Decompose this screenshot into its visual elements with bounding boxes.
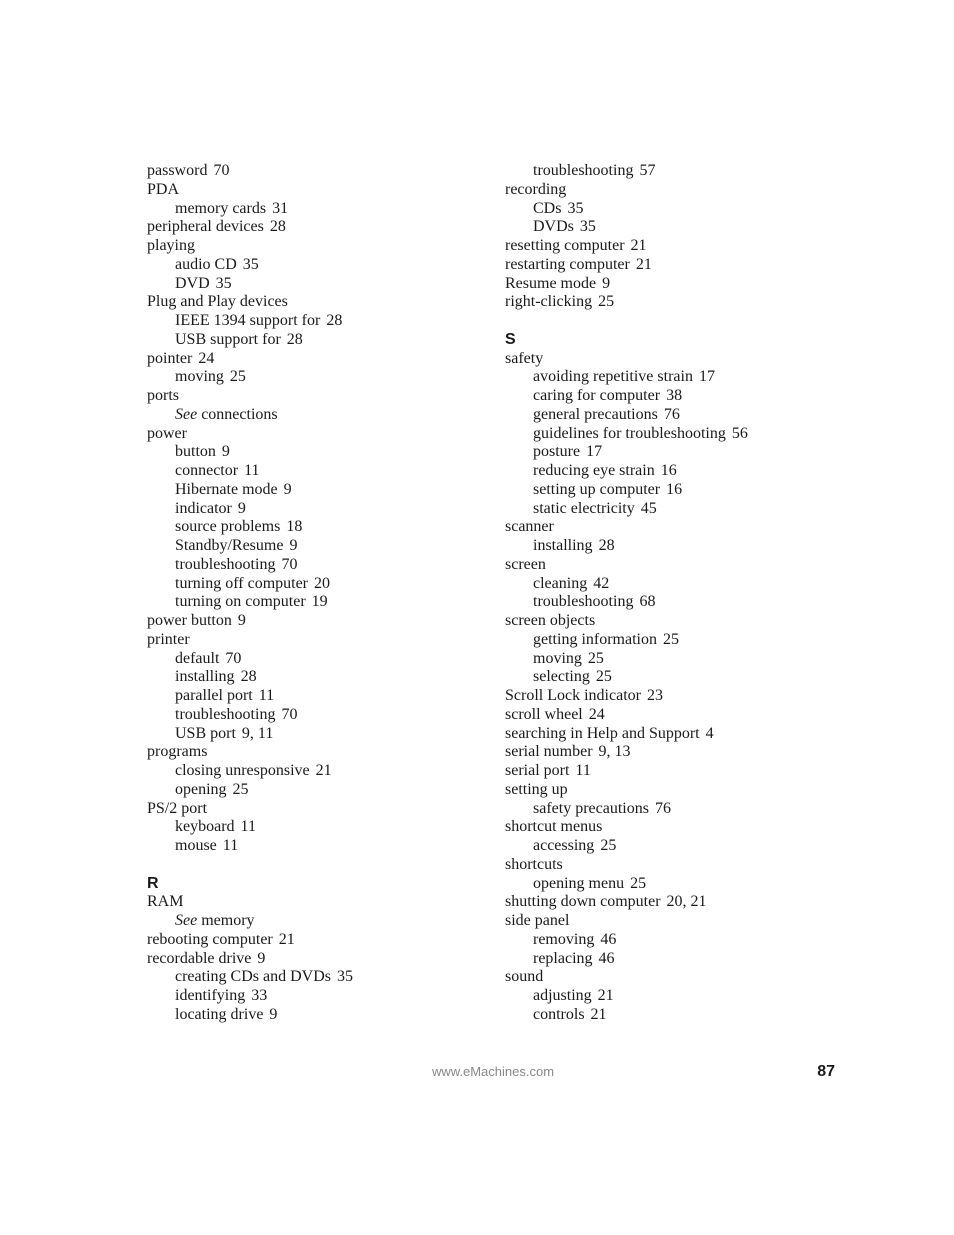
index-term: identifying xyxy=(175,987,246,1004)
index-entry xyxy=(505,518,835,537)
index-entry xyxy=(505,256,835,275)
index-term: shortcut menus xyxy=(505,818,603,836)
index-term: accessing xyxy=(533,837,595,854)
page-reference: 31 xyxy=(272,199,289,217)
index-subentry xyxy=(147,818,487,837)
page-reference: 28 xyxy=(240,668,257,686)
page-reference: 21 xyxy=(590,1005,607,1023)
index-subentry xyxy=(505,162,835,181)
index-term: resetting computer xyxy=(505,237,625,254)
index-subentry xyxy=(505,368,835,387)
index-entry xyxy=(505,968,835,987)
index-subentry xyxy=(147,1006,487,1025)
index-term: guidelines for troubleshooting xyxy=(533,424,726,442)
page-reference: 11 xyxy=(258,687,275,704)
index-subentry xyxy=(505,593,835,612)
index-entry xyxy=(147,387,487,406)
index-term: setting up computer xyxy=(533,480,661,498)
page-reference: 9 xyxy=(237,612,246,629)
index-entry xyxy=(505,275,835,294)
index-entry xyxy=(505,556,835,575)
page-reference: 11 xyxy=(244,462,260,479)
index-term: source problems xyxy=(175,518,281,536)
index-subentry xyxy=(505,500,835,519)
index-term: troubleshooting xyxy=(533,593,634,611)
index-term: USB port xyxy=(175,724,236,742)
index-term: programs xyxy=(147,743,208,761)
index-term: static electricity xyxy=(533,499,635,517)
page-reference: 38 xyxy=(666,387,683,404)
index-term: selecting xyxy=(533,668,590,686)
see-reference: See xyxy=(175,405,198,423)
index-subentry xyxy=(147,443,487,462)
page-reference: 28 xyxy=(286,330,303,348)
index-term: right-clicking xyxy=(505,293,593,311)
index-subentry xyxy=(505,200,835,219)
index-term: mouse xyxy=(175,837,217,854)
index-subentry xyxy=(505,387,835,406)
page-reference: 25 xyxy=(595,668,612,686)
index-term: searching in Help and Support xyxy=(505,724,700,742)
index-term: controls xyxy=(533,1005,585,1023)
section-gap xyxy=(147,856,487,875)
index-term: Plug and Play devices xyxy=(147,293,288,311)
index-subentry xyxy=(147,912,487,931)
index-subentry xyxy=(505,837,835,856)
index-term: safety precautions xyxy=(533,799,649,817)
index-term: serial port xyxy=(505,762,570,779)
page-reference: 70 xyxy=(281,705,298,723)
page-reference: 68 xyxy=(639,593,656,611)
index-term: connections xyxy=(201,405,278,423)
page-reference: 25 xyxy=(630,874,647,892)
index-term: CDs xyxy=(533,199,562,217)
index-subentry xyxy=(505,406,835,425)
page-reference: 9 xyxy=(237,499,246,517)
index-entry xyxy=(505,743,835,762)
page-reference: 28 xyxy=(598,537,615,554)
index-term: general precautions xyxy=(533,405,658,423)
index-entry xyxy=(505,856,835,875)
page-reference: 46 xyxy=(600,930,617,948)
index-entry xyxy=(505,350,835,369)
index-entry xyxy=(505,612,835,631)
page-reference: 46 xyxy=(598,949,615,967)
index-subentry xyxy=(147,781,487,800)
index-term: caring for computer xyxy=(533,387,661,404)
index-term: DVD xyxy=(175,274,210,292)
page-reference: 20, 21 xyxy=(666,893,707,911)
section-letter: S xyxy=(505,330,516,348)
index-term: memory cards xyxy=(175,199,267,217)
index-term: getting information xyxy=(533,630,657,648)
index-subentry xyxy=(147,312,487,331)
index-subentry xyxy=(505,931,835,950)
index-term: password xyxy=(147,162,208,179)
page-reference: 25 xyxy=(600,837,617,854)
index-term: power xyxy=(147,424,187,442)
page-reference: 76 xyxy=(654,799,671,817)
page-reference: 35 xyxy=(336,968,353,986)
page-reference: 16 xyxy=(660,462,677,479)
index-entry xyxy=(147,743,487,762)
page-reference: 33 xyxy=(251,987,268,1004)
index-term: RAM xyxy=(147,893,184,911)
index-term: turning on computer xyxy=(175,593,306,611)
index-term: recordable drive xyxy=(147,949,252,967)
index-term: turning off computer xyxy=(175,574,309,592)
section-letter: R xyxy=(147,874,159,892)
index-subentry xyxy=(147,987,487,1006)
index-term: scanner xyxy=(505,518,554,536)
index-term: reducing eye strain xyxy=(533,462,655,479)
page-reference: 25 xyxy=(232,780,249,798)
index-subentry xyxy=(147,462,487,481)
index-term: PDA xyxy=(147,180,180,198)
section-gap xyxy=(505,312,835,331)
index-term: cleaning xyxy=(533,574,588,592)
index-term: Resume mode xyxy=(505,274,597,292)
index-term: Scroll Lock indicator xyxy=(505,687,641,704)
index-subentry xyxy=(147,837,487,856)
index-subentry xyxy=(147,725,487,744)
index-term: screen objects xyxy=(505,612,596,629)
page-reference: 35 xyxy=(567,199,584,217)
page-reference: 25 xyxy=(598,293,615,311)
index-entry xyxy=(147,162,487,181)
index-term: rebooting computer xyxy=(147,930,273,948)
page-reference: 21 xyxy=(630,237,647,254)
page-reference: 28 xyxy=(326,312,343,329)
index-term: scroll wheel xyxy=(505,705,583,723)
index-subentry xyxy=(147,537,487,556)
index-term: installing xyxy=(533,537,593,554)
index-term: IEEE 1394 support for xyxy=(175,312,321,329)
index-subentry xyxy=(147,256,487,275)
index-term: parallel port xyxy=(175,687,253,704)
page-reference: 17 xyxy=(586,443,603,461)
page-reference: 70 xyxy=(213,162,230,179)
page-reference: 16 xyxy=(666,480,683,498)
index-entry xyxy=(147,425,487,444)
index-term: installing xyxy=(175,668,235,686)
index-term: printer xyxy=(147,630,190,648)
index-term: default xyxy=(175,649,220,667)
index-term: removing xyxy=(533,930,595,948)
index-term: posture xyxy=(533,443,581,461)
page-reference: 56 xyxy=(731,424,748,442)
index-entry xyxy=(505,893,835,912)
index-entry xyxy=(147,612,487,631)
index-term: troubleshooting xyxy=(175,705,276,723)
index-entry xyxy=(147,950,487,969)
index-term: adjusting xyxy=(533,987,592,1004)
index-entry xyxy=(147,893,487,912)
index-term: locating drive xyxy=(175,1005,264,1023)
index-entry xyxy=(505,818,835,837)
index-term: setting up xyxy=(505,780,568,798)
index-entry xyxy=(505,293,835,312)
index-subentry xyxy=(147,200,487,219)
index-subentry xyxy=(505,631,835,650)
index-term: ports xyxy=(147,387,179,404)
index-entry xyxy=(147,181,487,200)
page-number: 87 xyxy=(817,1063,835,1080)
page-reference: 21 xyxy=(635,255,652,273)
page-reference: 4 xyxy=(705,724,714,742)
index-subentry xyxy=(147,406,487,425)
page-reference: 24 xyxy=(588,705,605,723)
index-subentry xyxy=(505,1006,835,1025)
index-term: memory xyxy=(201,912,255,929)
index-subentry xyxy=(147,518,487,537)
page-reference: 11 xyxy=(575,762,591,779)
index-term: button xyxy=(175,443,216,461)
index-subentry xyxy=(505,668,835,687)
index-subentry xyxy=(147,706,487,725)
index-subentry xyxy=(505,800,835,819)
page-reference: 9, 13 xyxy=(598,743,631,761)
index-term: peripheral devices xyxy=(147,218,264,236)
index-term: shutting down computer xyxy=(505,893,661,911)
index-subentry xyxy=(505,575,835,594)
index-term: screen xyxy=(505,555,546,573)
index-term: DVDs xyxy=(533,218,574,236)
index-term: avoiding repetitive strain xyxy=(533,368,693,386)
page-reference: 17 xyxy=(698,368,715,386)
index-term: shortcuts xyxy=(505,855,563,873)
page-reference: 9 xyxy=(221,443,230,461)
index-subentry xyxy=(505,481,835,500)
index-entry xyxy=(505,762,835,781)
index-subentry xyxy=(147,687,487,706)
index-term: opening menu xyxy=(533,874,625,892)
index-subentry xyxy=(147,331,487,350)
index-term: closing unresponsive xyxy=(175,762,310,779)
index-term: serial number xyxy=(505,743,593,761)
index-subentry xyxy=(147,650,487,669)
page-reference: 20 xyxy=(314,574,331,592)
index-entry xyxy=(147,293,487,312)
index-term: troubleshooting xyxy=(175,555,276,573)
page-reference: 25 xyxy=(229,368,246,386)
index-entry xyxy=(505,912,835,931)
page-reference: 9 xyxy=(289,537,298,554)
page-reference: 21 xyxy=(597,987,614,1004)
page-reference: 42 xyxy=(593,574,610,592)
index-term: replacing xyxy=(533,949,593,967)
index-subentry xyxy=(505,950,835,969)
index-term: opening xyxy=(175,780,227,798)
index-term: sound xyxy=(505,968,544,986)
page-reference: 9 xyxy=(269,1005,278,1023)
page-reference: 9 xyxy=(602,274,611,292)
index-term: Standby/Resume xyxy=(175,537,284,554)
index-subentry xyxy=(505,650,835,669)
page-reference: 25 xyxy=(662,630,679,648)
page-reference: 19 xyxy=(311,593,328,611)
index-term: safety xyxy=(505,349,544,367)
index-entry xyxy=(147,237,487,256)
index-subentry xyxy=(147,481,487,500)
index-subentry xyxy=(147,968,487,987)
page-reference: 35 xyxy=(242,255,259,273)
page-reference: 18 xyxy=(286,518,303,536)
page-reference: 57 xyxy=(639,162,656,179)
page-reference: 35 xyxy=(579,218,596,236)
index-entry xyxy=(147,800,487,819)
index-entry xyxy=(147,218,487,237)
index-term: restarting computer xyxy=(505,255,630,273)
index-subentry xyxy=(505,987,835,1006)
index-subentry xyxy=(147,575,487,594)
index-entry xyxy=(505,706,835,725)
index-subentry xyxy=(505,218,835,237)
index-column-right xyxy=(505,162,835,1025)
index-term: creating CDs and DVDs xyxy=(175,968,331,986)
page-reference: 9, 11 xyxy=(241,724,274,742)
page-reference: 25 xyxy=(587,649,604,667)
page-reference: 21 xyxy=(315,762,332,779)
index-term: Hibernate mode xyxy=(175,480,278,498)
index-entry xyxy=(505,725,835,744)
index-subentry xyxy=(505,462,835,481)
index-term: troubleshooting xyxy=(533,162,634,179)
index-term: recording xyxy=(505,180,567,198)
footer-url: www.eMachines.com xyxy=(431,1064,555,1079)
index-entry xyxy=(147,350,487,369)
index-term: keyboard xyxy=(175,818,235,836)
index-subentry xyxy=(505,425,835,444)
index-subentry xyxy=(147,762,487,781)
index-subentry xyxy=(147,593,487,612)
index-subentry xyxy=(147,275,487,294)
index-subentry xyxy=(505,875,835,894)
index-term: power button xyxy=(147,612,232,629)
index-entry xyxy=(505,237,835,256)
index-term: USB support for xyxy=(175,330,281,348)
index-subentry xyxy=(147,556,487,575)
index-term: connector xyxy=(175,462,239,479)
index-term: indicator xyxy=(175,499,232,517)
see-reference: See xyxy=(175,912,198,929)
index-entry xyxy=(147,931,487,950)
index-term: PS/2 port xyxy=(147,799,208,817)
index-entry xyxy=(505,781,835,800)
index-subentry xyxy=(147,668,487,687)
page-reference: 11 xyxy=(222,837,239,854)
index-entry xyxy=(505,181,835,200)
page-reference: 11 xyxy=(240,818,256,836)
index-subentry xyxy=(505,443,835,462)
index-term: pointer xyxy=(147,349,193,367)
index-entry xyxy=(505,687,835,706)
index-term: moving xyxy=(175,368,224,386)
page-reference: 70 xyxy=(225,649,242,667)
page-reference: 24 xyxy=(198,349,215,367)
page-reference: 23 xyxy=(646,687,663,704)
index-term: moving xyxy=(533,649,582,667)
page-reference: 9 xyxy=(283,480,292,498)
index-column-left xyxy=(147,162,487,1025)
index-subentry xyxy=(147,368,487,387)
index-subentry xyxy=(147,500,487,519)
page-reference: 21 xyxy=(278,930,295,948)
index-term: playing xyxy=(147,237,195,254)
index-term: audio CD xyxy=(175,255,237,273)
page-reference: 45 xyxy=(640,499,657,517)
index-subentry xyxy=(505,537,835,556)
page-reference: 28 xyxy=(269,218,286,236)
page-reference: 70 xyxy=(281,555,298,573)
index-term: side panel xyxy=(505,912,570,929)
page-reference: 9 xyxy=(257,949,266,967)
index-entry xyxy=(147,631,487,650)
page-reference: 76 xyxy=(663,405,680,423)
page-reference: 35 xyxy=(215,274,232,292)
